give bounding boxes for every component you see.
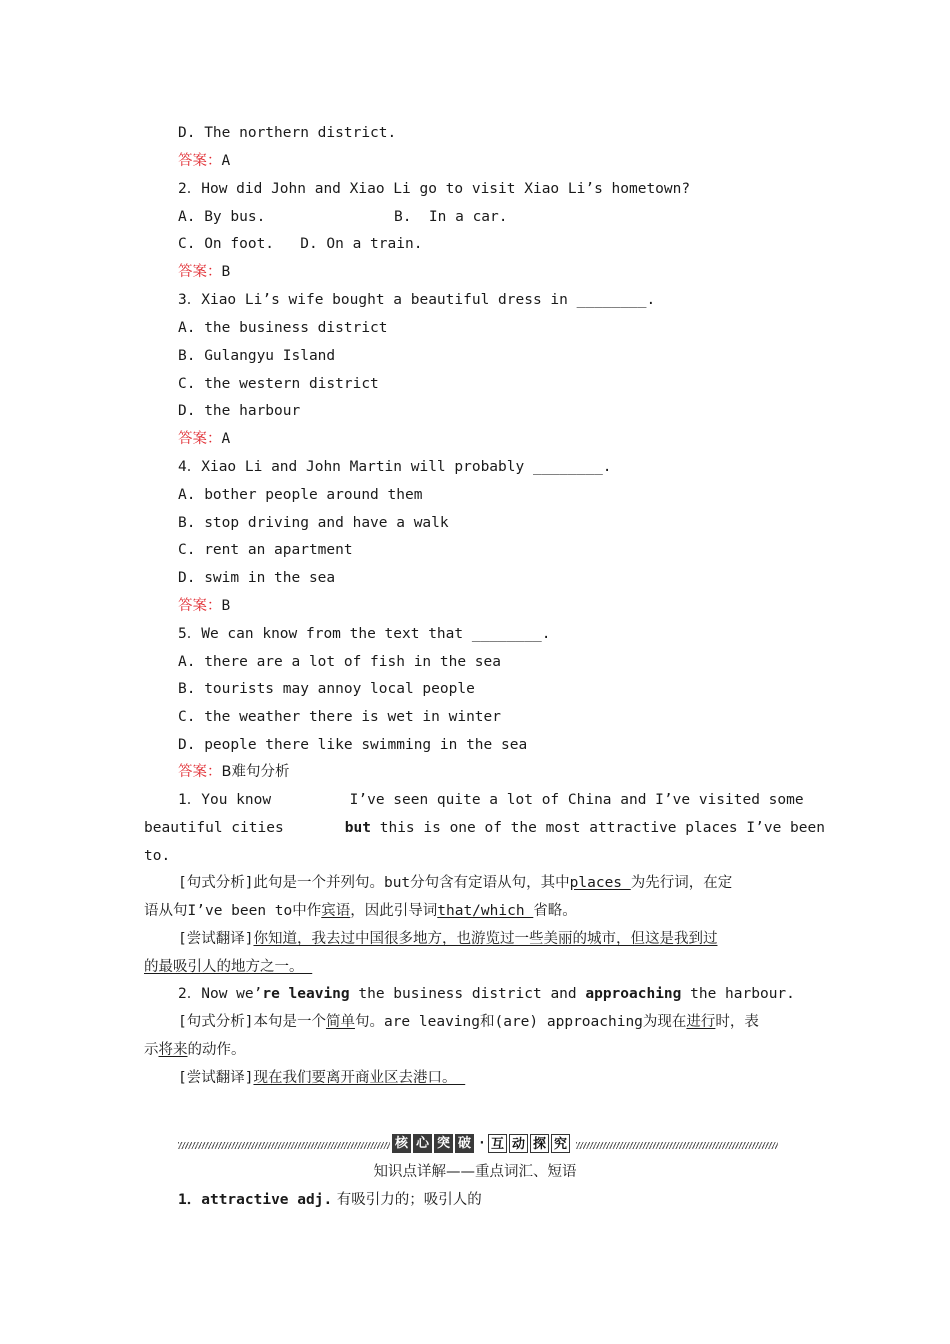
q5-option-b: B. tourists may annoy local people xyxy=(178,681,475,697)
banner-hatch-right xyxy=(576,1142,778,1149)
banner-dot: · xyxy=(478,1136,486,1151)
q5-option-c: C. the weather there is wet in winter xyxy=(178,709,502,725)
q5-option-d: D. people there like swimming in the sea xyxy=(178,737,528,753)
q3-option-c: C. the western district xyxy=(178,376,379,392)
vocab-item-1: 1．attractive adj. 有吸引力的；吸引人的 xyxy=(178,1192,482,1208)
sentence2: 2．Now we’re leaving the business district and approaching the harbour. xyxy=(178,986,795,1002)
q3-option-b: B. Gulangyu Island xyxy=(178,348,336,364)
q3-option-a: A. the business district xyxy=(178,320,388,336)
banner-tag-interactive: 互 动 探 究 xyxy=(488,1134,570,1154)
sentence1-analysis-cont: 语从句I’ve been to中作宾语，因此引导词that/which 省略。 xyxy=(144,903,577,919)
q2-stem: 2．How did John and Xiao Li go to visit Xiao Li’s hometown? xyxy=(178,181,691,197)
q4-stem: 4．Xiao Li and John Martin will probably ________. xyxy=(178,459,612,475)
section-subtitle: 知识点详解——重点词汇、短语 xyxy=(373,1164,577,1180)
q5-stem: 5．We can know from the text that ________. xyxy=(178,626,551,642)
q2-option-b: B. In a car. xyxy=(394,209,508,225)
sentence1-translation-cont: 的最吸引人的地方之一。 xyxy=(144,959,313,975)
sentence1-line2: beautiful cities but this is one of the most attractive places I’ve been xyxy=(144,820,825,836)
q5-answer: 答案：B难句分析 xyxy=(178,764,290,780)
q3-option-d: D. the harbour xyxy=(178,403,301,419)
q4-answer: 答案：B xyxy=(178,598,231,614)
sentence1-line3: to. xyxy=(144,848,171,864)
q1-answer: 答案：A xyxy=(178,153,231,169)
sentence1-translation: [尝试翻译]你知道，我去过中国很多地方，也游览过一些美丽的城市，但这是我到过 xyxy=(178,931,718,947)
sentence2-translation: [尝试翻译]现在我们要离开商业区去港口。 xyxy=(178,1070,466,1086)
sentence1-line1: 1．You know I’ve seen quite a lot of China and I’ve visited some xyxy=(178,792,804,808)
sentence1-analysis: [句式分析]此句是一个并列句。but分句含有定语从句，其中places 为先行词，在定 xyxy=(178,875,733,891)
q4-option-d: D. swim in the sea xyxy=(178,570,336,586)
q4-option-a: A. bother people around them xyxy=(178,487,423,503)
q4-option-b: B. stop driving and have a walk xyxy=(178,515,449,531)
q2-option-a: A. By bus. xyxy=(178,209,266,225)
q3-answer: 答案：A xyxy=(178,431,231,447)
q3-stem: 3．Xiao Li’s wife bought a beautiful dress in ________. xyxy=(178,292,656,308)
section-banner xyxy=(178,1134,778,1156)
q5-option-a: A. there are a lot of fish in the sea xyxy=(178,654,502,670)
banner-hatch-left xyxy=(178,1142,390,1149)
q2-answer: 答案：B xyxy=(178,264,231,280)
sentence2-analysis-cont: 示将来的动作。 xyxy=(144,1042,246,1058)
q1-option-d: D. The northern district. xyxy=(178,125,397,141)
banner-tag-core: 核 心 突 破 xyxy=(392,1134,474,1154)
section-heading-difficult-sentences: 难句分析 xyxy=(231,764,290,780)
sentence2-analysis: [句式分析]本句是一个简单句。are leaving和(are) approaching为现在进行时，表 xyxy=(178,1014,759,1030)
q2-option-cd: C. On foot. D. On a train. xyxy=(178,236,423,252)
q4-option-c: C. rent an apartment xyxy=(178,542,353,558)
